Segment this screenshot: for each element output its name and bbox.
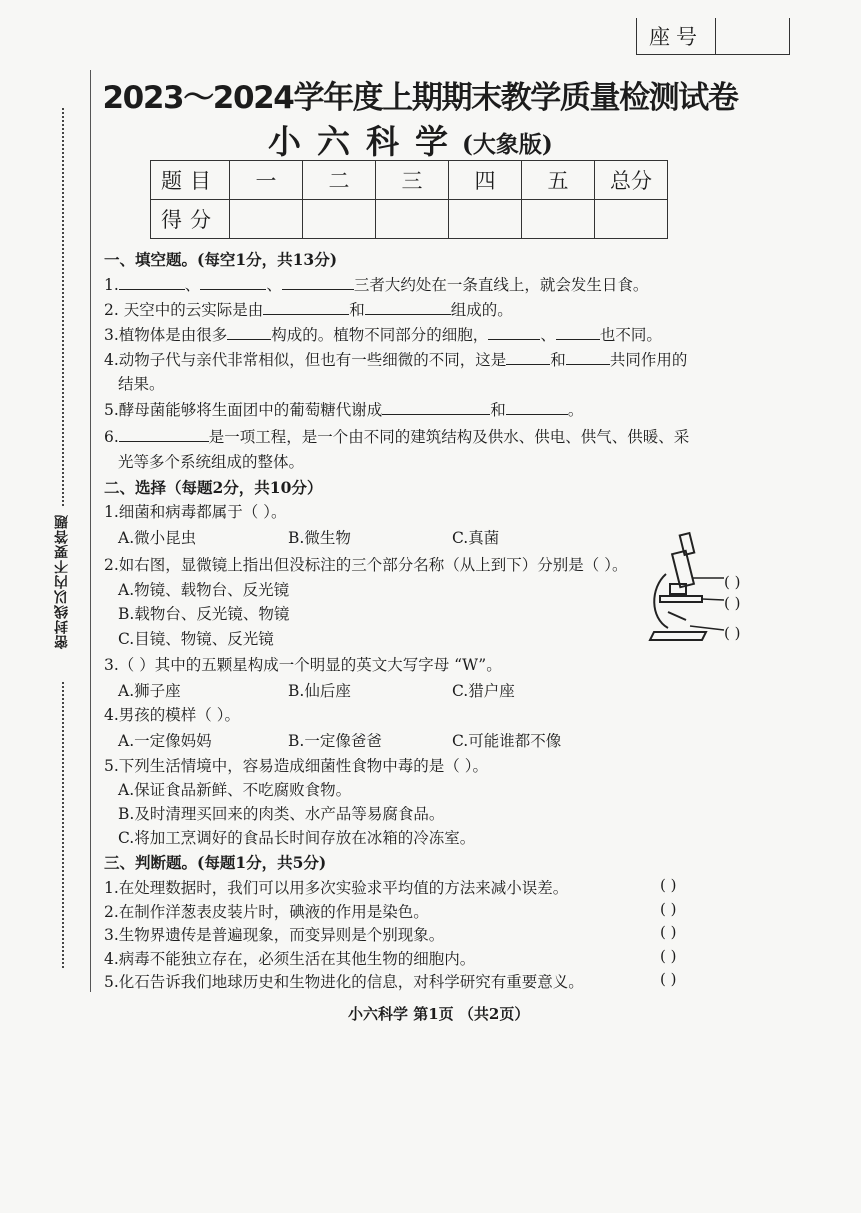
q-text: 、 <box>266 276 282 294</box>
s3-question-4: 4.病毒不能独立存在，必须生活在其他生物的细胞内。 <box>104 950 476 968</box>
q-text: 和 <box>550 351 566 369</box>
score-cell[interactable] <box>449 200 522 239</box>
exam-title: 2023～2024学年度上期期末教学质量检测试卷 <box>102 80 738 116</box>
q-text: 。 <box>567 401 584 419</box>
s2-q1-option-a[interactable]: A.微小昆虫 <box>118 529 197 547</box>
s3-q3-answer[interactable]: ( ) <box>660 923 677 941</box>
s3-q5-answer[interactable]: ( ) <box>660 970 677 988</box>
score-table-score-row <box>151 200 668 239</box>
s2-q2-option-b[interactable]: B.载物台、反光镜、物镜 <box>118 605 290 623</box>
score-cell[interactable] <box>230 200 303 239</box>
section1-heading: 一、填空题。(每空1分，共13分) <box>104 250 338 269</box>
s2-q1-option-b[interactable]: B.微生物 <box>288 529 351 547</box>
q-text: 3.植物体是由很多 <box>104 326 228 344</box>
s1-question-4 <box>104 348 687 370</box>
section3-heading: 三、判断题。(每题1分，共5分) <box>104 853 327 872</box>
q-text: 和 <box>349 301 365 319</box>
q-text: 6. <box>104 428 119 446</box>
s3-q4-answer[interactable]: ( ) <box>660 947 677 965</box>
score-header-cell: 四 <box>449 161 522 200</box>
answer-blank[interactable] <box>556 324 600 340</box>
score-row-label: 得分 <box>151 200 230 239</box>
q-text: 、 <box>184 276 201 294</box>
q-text: 1. <box>104 276 119 294</box>
tube-icon <box>672 551 694 587</box>
s3-q2-answer[interactable]: ( ) <box>660 900 677 918</box>
seal-line-text: 密封线以内不要答题 <box>54 514 70 649</box>
s2-q4-option-b[interactable]: B.一定像爸爸 <box>288 732 382 750</box>
figure-label-blank-2[interactable]: ( ) <box>724 594 741 612</box>
answer-blank[interactable] <box>200 274 266 290</box>
answer-blank[interactable] <box>365 299 451 315</box>
s1-question-5 <box>104 398 583 420</box>
s2-q5-option-a[interactable]: A.保证食品新鲜、不吃腐败食物。 <box>118 781 352 799</box>
score-header-cell: 一 <box>230 161 303 200</box>
s2-q2-option-a[interactable]: A.物镜、载物台、反光镜 <box>118 581 290 599</box>
s2-question-4: 4.男孩的模样（ ）。 <box>104 706 240 724</box>
answer-blank[interactable] <box>506 349 550 365</box>
s3-question-1: 1.在处理数据时，我们可以用多次实验求平均值的方法来减小误差。 <box>104 879 569 897</box>
score-header-cell: 总分 <box>595 161 668 200</box>
page-footer: 小六科学 第1页 （共2页） <box>348 1005 530 1023</box>
answer-blank[interactable] <box>506 399 568 415</box>
s2-q4-option-a[interactable]: A.一定像妈妈 <box>118 732 212 750</box>
q-text: 5.酵母菌能够将生面团中的葡萄糖代谢成 <box>104 401 383 419</box>
s1-question-2 <box>104 298 513 320</box>
q-text: 三者大约处在一条直线上，就会发生日食。 <box>353 276 649 294</box>
q-text: 、 <box>540 326 556 344</box>
seat-number-field[interactable] <box>716 18 789 54</box>
q-text: 和 <box>490 401 506 419</box>
score-header-cell: 五 <box>522 161 595 200</box>
base-icon <box>650 632 706 640</box>
s3-question-2: 2.在制作洋葱表皮装片时，碘液的作用是染色。 <box>104 903 429 921</box>
seat-number-box <box>636 18 790 55</box>
s2-q1-option-c[interactable]: C.真菌 <box>452 529 500 547</box>
answer-blank[interactable] <box>488 324 540 340</box>
score-table <box>150 160 668 239</box>
s2-q4-option-c[interactable]: C.可能谁都不像 <box>452 732 562 750</box>
q-text: 2. 天空中的云实际是由 <box>104 301 264 319</box>
answer-blank[interactable] <box>282 274 354 290</box>
exam-subject: 小六科学 <box>268 122 464 161</box>
microscope-figure <box>636 528 766 646</box>
stage-icon <box>660 596 702 602</box>
score-header-cell: 题目 <box>151 161 230 200</box>
q-text: 是一项工程，是一个由不同的建筑结构及供水、供电、供气、供暖、采 <box>208 428 690 446</box>
s1-question-3 <box>104 323 662 345</box>
s1-question-1 <box>104 273 648 295</box>
score-header-cell: 三 <box>376 161 449 200</box>
s1-question-6-cont: 光等多个系统组成的整体。 <box>118 453 305 471</box>
s2-q5-option-b[interactable]: B.及时清理买回来的肉类、水产品等易腐食品。 <box>118 805 445 823</box>
s2-q2-option-c[interactable]: C.目镜、物镜、反光镜 <box>118 630 274 648</box>
seat-label: 座号 <box>637 18 716 54</box>
s2-question-1: 1.细菌和病毒都属于（ ）。 <box>104 503 287 521</box>
s2-q3-option-a[interactable]: A.狮子座 <box>118 682 181 700</box>
answer-blank[interactable] <box>227 324 271 340</box>
s1-question-6 <box>104 425 689 447</box>
score-cell[interactable] <box>595 200 668 239</box>
s1-question-4-cont: 结果。 <box>118 375 165 393</box>
s2-question-5: 5.下列生活情境中，容易造成细菌性食物中毒的是（ ）。 <box>104 757 488 775</box>
answer-blank[interactable] <box>263 299 349 315</box>
q-text: 4.动物子代与亲代非常相似，但也有一些细微的不同，这是 <box>104 351 507 369</box>
seal-dotted-line-bottom <box>62 682 64 968</box>
s2-question-3: 3.（ ）其中的五颗星构成一个明显的英文大写字母 “W”。 <box>104 656 502 674</box>
s3-question-5: 5.化石告诉我们地球历史和生物进化的信息，对科学研究有重要意义。 <box>104 973 584 991</box>
q-text: 共同作用的 <box>609 351 688 369</box>
answer-blank[interactable] <box>566 349 610 365</box>
score-cell[interactable] <box>376 200 449 239</box>
score-cell[interactable] <box>522 200 595 239</box>
s2-q5-option-c[interactable]: C.将加工烹调好的食品长时间存放在冰箱的冷冻室。 <box>118 829 476 847</box>
q-text: 组成的。 <box>450 301 513 319</box>
answer-blank[interactable] <box>382 399 490 415</box>
seal-dotted-line-top <box>62 108 64 506</box>
mirror-icon <box>668 612 686 620</box>
score-table-header-row <box>151 161 668 200</box>
q-text: 也不同。 <box>599 326 662 344</box>
figure-label-blank-3[interactable]: ( ) <box>724 624 741 642</box>
q-text: 构成的。植物不同部分的细胞， <box>271 326 489 344</box>
score-cell[interactable] <box>303 200 376 239</box>
score-header-cell: 二 <box>303 161 376 200</box>
answer-blank[interactable] <box>119 426 209 442</box>
section2-heading: 二、选择（每题2分，共10分） <box>104 478 323 497</box>
s3-question-3: 3.生物界遗传是普遍现象，而变异则是个别现象。 <box>104 926 445 944</box>
s2-question-2: 2.如右图，显微镜上指出但没标注的三个部分名称（从上到下）分别是（ ）。 <box>104 556 628 574</box>
s2-q3-option-c[interactable]: C.猎户座 <box>452 682 515 700</box>
s2-q3-option-b[interactable]: B.仙后座 <box>288 682 351 700</box>
figure-label-blank-1[interactable]: ( ) <box>724 573 741 591</box>
exam-edition: (大象版) <box>462 131 553 158</box>
left-margin-rule <box>90 70 91 992</box>
answer-blank[interactable] <box>119 274 185 290</box>
s3-q1-answer[interactable]: ( ) <box>660 876 677 894</box>
